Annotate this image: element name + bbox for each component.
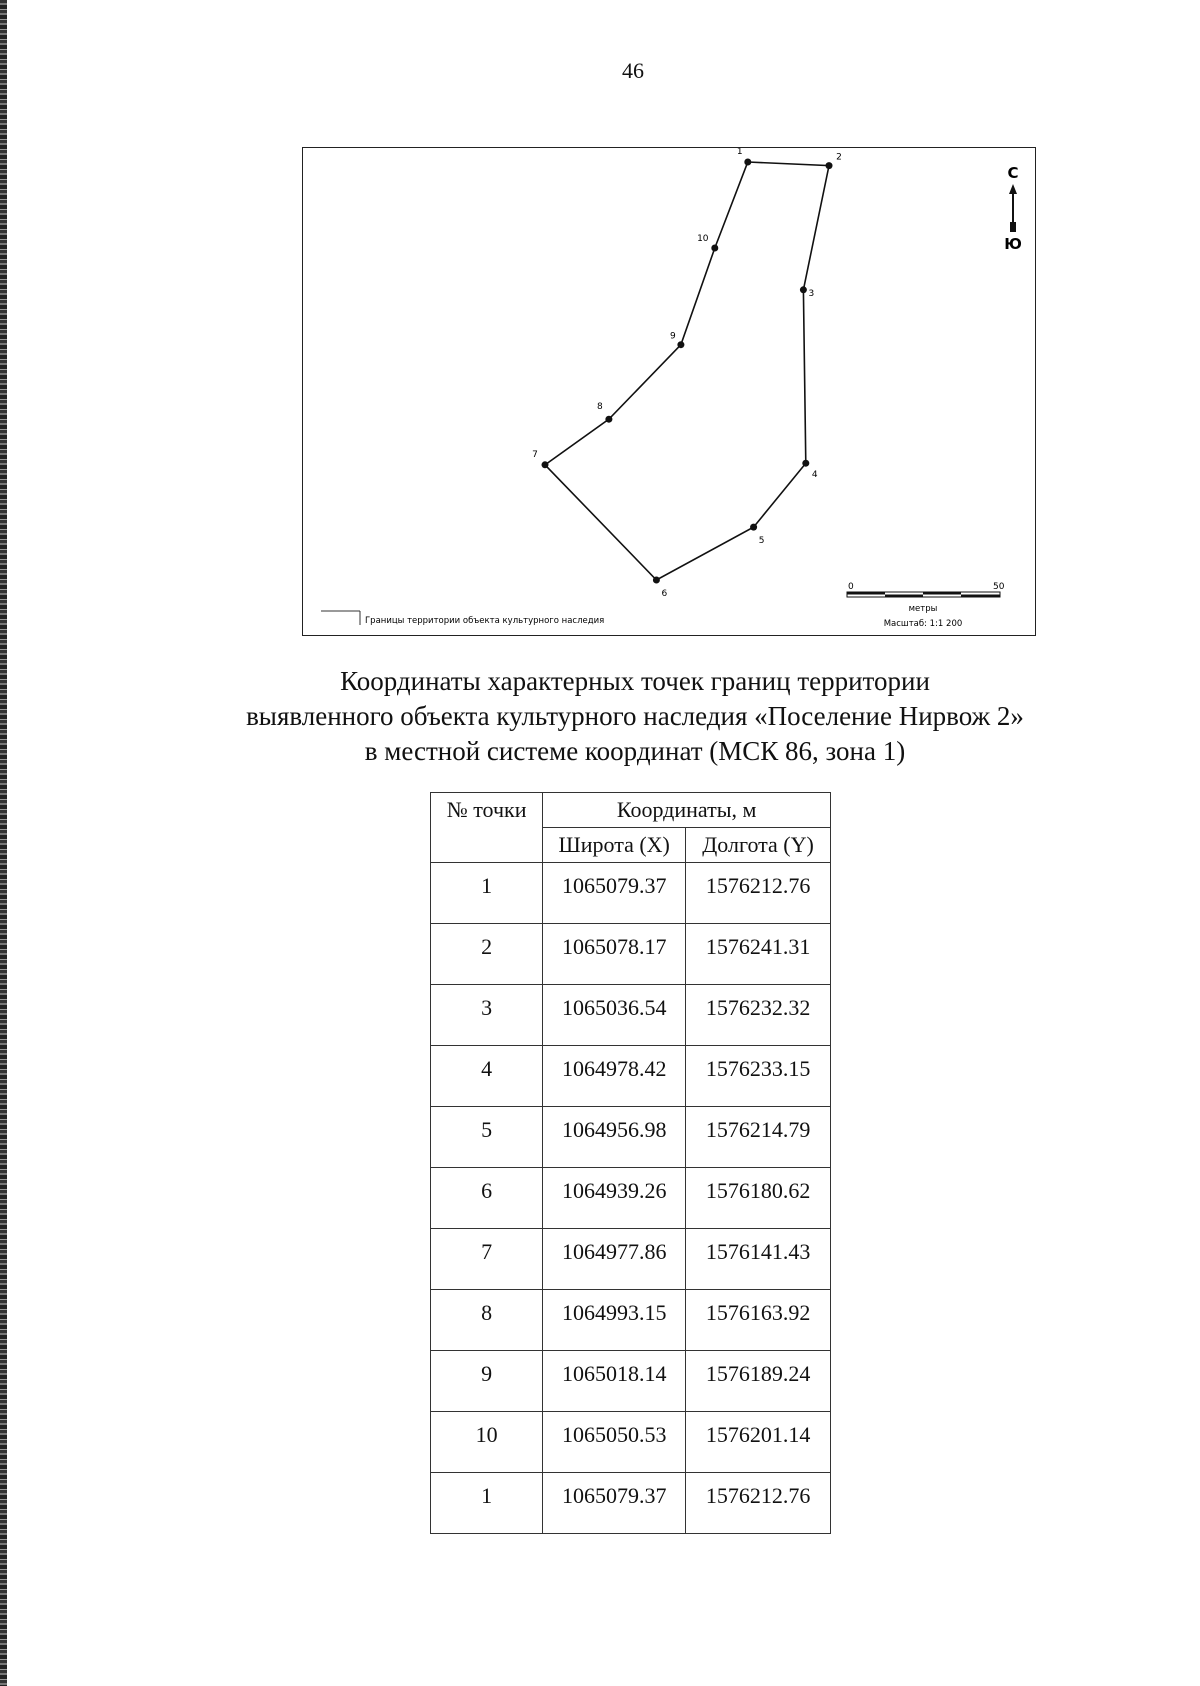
cell-x: 1065078.17 bbox=[543, 924, 686, 985]
table-body bbox=[431, 863, 831, 1534]
north-label: С bbox=[1007, 164, 1019, 182]
table-row bbox=[431, 985, 831, 1046]
cell-y: 1576241.31 bbox=[686, 924, 831, 985]
table-row bbox=[431, 863, 831, 924]
boundary-point bbox=[744, 159, 751, 166]
scale-end: 50 bbox=[993, 582, 1005, 592]
caption-line-3: в местной системе координат (МСК 86, зона 1) bbox=[364, 736, 906, 766]
cell-x: 1065079.37 bbox=[543, 1473, 686, 1534]
cell-point: 4 bbox=[431, 1046, 543, 1107]
scan-edge bbox=[0, 0, 7, 1686]
cell-x: 1064977.86 bbox=[543, 1229, 686, 1290]
cell-x: 1065018.14 bbox=[543, 1351, 686, 1412]
caption-line-1: Координаты характерных точек границ территории bbox=[340, 666, 930, 696]
point-label: 5 bbox=[758, 536, 765, 547]
point-label: 9 bbox=[670, 331, 676, 342]
table-row bbox=[431, 1107, 831, 1168]
cell-y: 1576189.24 bbox=[686, 1351, 831, 1412]
cell-point: 6 bbox=[431, 1168, 543, 1229]
scale-units: метры bbox=[908, 604, 938, 614]
cell-x: 1064993.15 bbox=[543, 1290, 686, 1351]
point-label: 6 bbox=[661, 589, 668, 599]
cell-x: 1065079.37 bbox=[543, 863, 686, 924]
cell-x: 1064978.42 bbox=[543, 1046, 686, 1107]
boundary-point bbox=[800, 286, 807, 293]
cell-point: 2 bbox=[431, 924, 543, 985]
cell-point: 8 bbox=[431, 1290, 543, 1351]
cell-point: 5 bbox=[431, 1107, 543, 1168]
cell-y: 1576212.76 bbox=[686, 863, 831, 924]
table-row bbox=[431, 1473, 831, 1534]
scale-start: 0 bbox=[848, 582, 854, 592]
south-label: Ю bbox=[1004, 235, 1022, 253]
boundary-point bbox=[802, 460, 809, 467]
map-marks bbox=[532, 148, 842, 599]
point-label: 10 bbox=[697, 234, 709, 244]
scale-bar bbox=[847, 582, 1005, 629]
boundary-point bbox=[542, 461, 549, 468]
point-label: 8 bbox=[597, 402, 603, 413]
boundary-point bbox=[605, 416, 612, 423]
point-label: 1 bbox=[736, 148, 743, 157]
north-arrow bbox=[1004, 164, 1022, 253]
table-row bbox=[431, 1229, 831, 1290]
boundary-point bbox=[653, 577, 660, 584]
cell-point: 1 bbox=[431, 863, 543, 924]
header-coords: Координаты, м bbox=[543, 793, 831, 828]
boundary-point bbox=[750, 524, 757, 531]
table-row bbox=[431, 1351, 831, 1412]
table-row bbox=[431, 1412, 831, 1473]
cell-y: 1576214.79 bbox=[686, 1107, 831, 1168]
point-label: 3 bbox=[808, 288, 815, 299]
cell-x: 1064939.26 bbox=[543, 1168, 686, 1229]
boundary-point bbox=[711, 245, 718, 252]
header-x: Широта (X) bbox=[543, 828, 686, 863]
point-label: 2 bbox=[836, 152, 842, 163]
table-row bbox=[431, 1168, 831, 1229]
cell-y: 1576201.14 bbox=[686, 1412, 831, 1473]
scale-bar-segment bbox=[923, 592, 961, 595]
caption-line-2: выявленного объекта культурного наследия «Поселение Нирвож 2» bbox=[246, 701, 1024, 731]
cell-y: 1576233.15 bbox=[686, 1046, 831, 1107]
boundary-point bbox=[677, 341, 684, 348]
cell-point: 7 bbox=[431, 1229, 543, 1290]
boundary-map bbox=[302, 147, 1036, 636]
boundary-polygon bbox=[545, 162, 829, 580]
scale-ratio: Масштаб: 1:1 200 bbox=[883, 619, 963, 629]
point-label: 7 bbox=[532, 449, 538, 460]
header-point: № точки bbox=[431, 793, 543, 863]
cell-point: 10 bbox=[431, 1412, 543, 1473]
north-arrow-tail-icon bbox=[1010, 222, 1016, 232]
map-svg bbox=[303, 148, 1034, 634]
page-number: 46 bbox=[622, 58, 644, 83]
scale-bar-segment bbox=[961, 595, 1000, 598]
legend-text: Границы территории объекта культурного наследия bbox=[365, 616, 605, 626]
cell-y: 1576180.62 bbox=[686, 1168, 831, 1229]
cell-y: 1576212.76 bbox=[686, 1473, 831, 1534]
scale-bar-segment bbox=[847, 592, 885, 595]
table-row bbox=[431, 1290, 831, 1351]
point-label: 4 bbox=[811, 470, 818, 481]
cell-point: 1 bbox=[431, 1473, 543, 1534]
header-y: Долгота (Y) bbox=[686, 828, 831, 863]
map-legend bbox=[321, 611, 604, 626]
table-row bbox=[431, 1046, 831, 1107]
table-row bbox=[431, 924, 831, 985]
cell-y: 1576163.92 bbox=[686, 1290, 831, 1351]
coordinates-table bbox=[430, 792, 831, 1534]
cell-point: 9 bbox=[431, 1351, 543, 1412]
cell-x: 1065050.53 bbox=[543, 1412, 686, 1473]
cell-x: 1064956.98 bbox=[543, 1107, 686, 1168]
scale-bar-segment bbox=[885, 595, 923, 598]
cell-point: 3 bbox=[431, 985, 543, 1046]
cell-y: 1576141.43 bbox=[686, 1229, 831, 1290]
boundary-point bbox=[826, 162, 833, 169]
cell-y: 1576232.32 bbox=[686, 985, 831, 1046]
cell-x: 1065036.54 bbox=[543, 985, 686, 1046]
